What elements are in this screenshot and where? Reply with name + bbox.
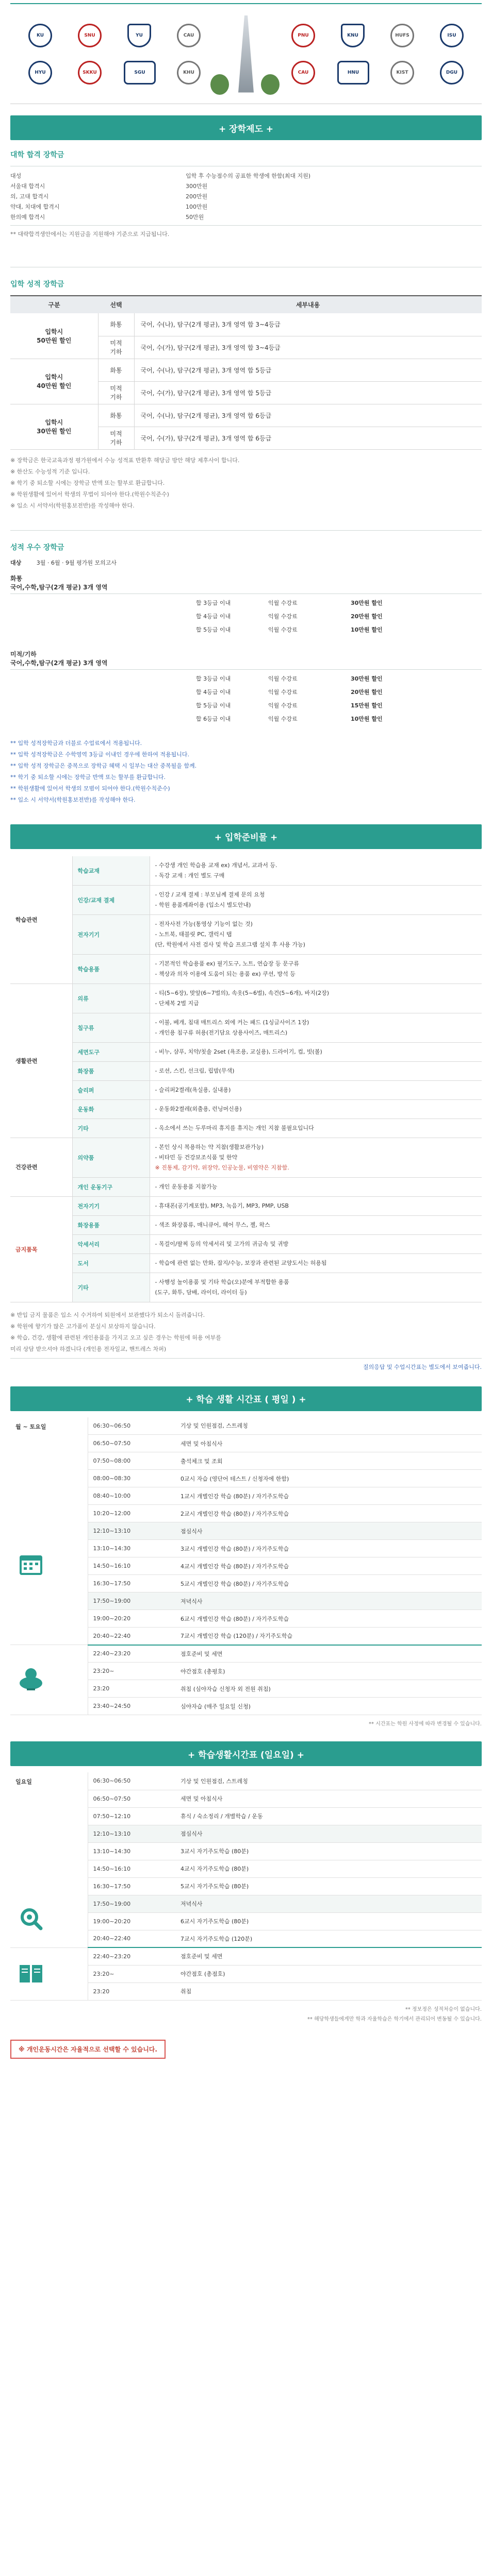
merit-condition: 합 5등급 이내	[196, 702, 231, 709]
scholarship-banner: + 장학제도 +	[10, 115, 482, 140]
university-seal-icon: HNU	[337, 61, 369, 84]
prep-line: - 색조 화장품류, 매니큐어, 헤어 무스, 젤, 왁스	[155, 1221, 270, 1228]
schedule-time: 14:50~16:10	[88, 1557, 175, 1575]
entry-note: ※ 장학금은 한국교육과정 평가원에서 수능 성적표 반환후 해당금 방안 해당 제후사이 합니다.	[10, 456, 240, 464]
prep-subcategory: 악세서리	[72, 1234, 150, 1253]
university-seal-icon: CAU	[291, 61, 315, 84]
entry-selection: 화통	[98, 313, 134, 336]
merit-month: 익월 수강료	[268, 688, 298, 696]
merit-month: 익월 수강료	[268, 675, 298, 682]
prep-note: ※ 학원에 향기가 많은 고가품이 분실시 보상하지 않습니다.	[10, 1323, 156, 1330]
merit-scholarship-title: 성적 우수 장학금	[10, 543, 64, 552]
merit-row	[10, 699, 482, 712]
schedule-time: 19:00~20:20	[88, 1610, 175, 1628]
schedule-activity: 취침 (심야자습 신청자 외 전원 취침)	[175, 1680, 482, 1698]
schedule-time: 13:10~14:30	[88, 1540, 175, 1557]
prep-line: - 학원 용품계좌이용 (입소시 별도안내)	[155, 901, 251, 908]
merit-block-head: 미적/기하 국어,수학,탐구(2개 평균) 3개 영역	[10, 650, 108, 667]
tree-shape	[261, 74, 280, 95]
prep-subcategory: 의약품	[72, 1138, 150, 1177]
schedule-activity: 점심식사	[175, 1522, 482, 1540]
schedule-activity: 기상 및 인원점검, 스트레칭	[175, 1772, 482, 1790]
univ-scholarship-key: 의, 고대 합격시	[10, 193, 49, 200]
univ-scholarship-key: 한의예 합격시	[10, 214, 45, 221]
university-seal-icon: KIST	[390, 61, 414, 84]
schedule-activity: 3교시 자기주도학습 (80분)	[175, 1842, 482, 1860]
prep-details	[150, 1196, 482, 1215]
merit-blocks	[10, 574, 482, 725]
table-row	[10, 1177, 482, 1196]
merit-target-label: 대상	[10, 559, 22, 566]
table-row	[10, 885, 482, 914]
schedule-activity: 7교시 자기주도학습 (120분)	[175, 1930, 482, 1947]
schedule-time: 16:30~17:50	[88, 1877, 175, 1895]
schedule-activity: 3교시 개별인강 학습 (80분) / 자기주도학습	[175, 1540, 482, 1557]
schedule-activity: 취침	[175, 1982, 482, 2000]
merit-target-value: 3월 · 6월 · 9월 평가원 모의고사	[36, 559, 117, 566]
schedule-activity: 야간점호 (총평호)	[175, 1663, 482, 1680]
merit-row	[10, 596, 482, 609]
schedule-time: 06:30~06:50	[88, 1772, 175, 1790]
schedule-time: 17:50~19:00	[88, 1895, 175, 1912]
prep-note: 미리 상담 받으셔야 하겠니다 (개인용 전자일교, 핸트레스 차퍼)	[10, 1345, 167, 1352]
prep-line: - 노트북, 태블릿 PC, 갤럭시 탭	[155, 930, 232, 938]
schedule-activity: 1교시 개별인강 학습 (80분) / 자기주도학습	[175, 1487, 482, 1505]
schedule-activity: 저녁식사	[175, 1592, 482, 1610]
prep-details	[150, 984, 482, 1013]
entry-detail: 국어, 수(나), 탐구(2개 평균), 3개 영역 합 6등급	[134, 404, 482, 427]
prep-details	[150, 1013, 482, 1042]
university-seal-icon: SGU	[124, 61, 156, 84]
merit-row	[10, 685, 482, 699]
sunday-footer-callout: ※ 개인운동시간은 자율적으로 선택할 수 있습니다.	[10, 2040, 166, 2059]
schedule-time: 23:20~	[88, 1965, 175, 1982]
university-seal-icon: YU	[127, 24, 151, 47]
schedule-activity: 6교시 개별인강 학습 (80분) / 자기주도학습	[175, 1610, 482, 1628]
merit-block-head: 화통 국어,수학,탐구(2개 평균) 3개 영역	[10, 574, 108, 591]
university-seal-icon: ISU	[440, 24, 464, 47]
schedule-activity: 2교시 개별인강 학습 (80분) / 자기주도학습	[175, 1505, 482, 1522]
merit-note: ** 학기 중 퇴소할 시에는 장학금 반액 또는 할부를 환급합니다.	[10, 773, 166, 781]
schedule-time: 14:50~16:10	[88, 1860, 175, 1877]
merit-condition: 합 6등급 이내	[196, 715, 231, 722]
schedule-time: 08:00~08:30	[88, 1470, 175, 1487]
merit-month: 익월 수강료	[268, 599, 298, 606]
schedule-activity: 기상 및 인원점검, 스트레칭	[175, 1417, 482, 1435]
prep-line: - 독강 교재 : 개인 별도 구매	[155, 872, 225, 879]
prep-line: - 개인용 침구류 허용(전기담요 상용사이즈, 매트리스)	[155, 1029, 288, 1036]
calendar-icon	[15, 1549, 46, 1580]
univ-scholarship-value: 입학 후 수능점수의 공표한 학생에 한함(최대 지원)	[186, 173, 311, 179]
schedule-time: 12:10~13:10	[88, 1825, 175, 1842]
entry-note: ※ 학원생활에 있어서 학생의 무법이 되어야 한다.(학원수칙준수)	[10, 490, 169, 498]
schedule-time: 23:40~24:50	[88, 1698, 175, 1715]
merit-condition: 합 4등급 이내	[196, 688, 231, 696]
table-row	[10, 984, 482, 1013]
prep-line: - 슬리퍼2켤레(욕실용, 실내용)	[155, 1086, 231, 1093]
prep-line: - 수강생 개인 학습용 교재 ex) 개념서, 교과서 등.	[155, 861, 277, 869]
search-icon	[15, 1904, 46, 1935]
prep-subcategory: 학습용품	[72, 954, 150, 984]
col-header: 세부내용	[134, 296, 482, 313]
entry-selection: 화통	[98, 359, 134, 381]
schedule-day-cell	[10, 1417, 88, 1645]
schedule-time: 23:20~	[88, 1663, 175, 1680]
entry-group-name: 입학시 40만원 할인	[10, 359, 98, 404]
schedule-time: 06:50~07:50	[88, 1435, 175, 1452]
merit-block	[10, 574, 482, 636]
prep-line: - 이불, 베개, 침대 매트리스 외에 커는 패드 (1싱글사이즈 1장)	[155, 1019, 309, 1026]
entry-detail: 국어, 수(나), 탐구(2개 평균), 3개 영역 합 3~4등급	[134, 313, 482, 336]
schedule-time: 16:30~17:50	[88, 1575, 175, 1592]
sunday-schedule-banner: + 학습생활시간표 (일요일) +	[10, 1741, 482, 1766]
university-seal-icon: PNU	[291, 24, 315, 47]
merit-block	[10, 650, 482, 725]
prep-table	[10, 856, 482, 1302]
schedule-time: 22:40~23:20	[88, 1645, 175, 1663]
prep-details	[150, 1273, 482, 1302]
schedule-activity: 저녁식사	[175, 1895, 482, 1912]
univ-scholarship-value: 100만원	[186, 204, 208, 210]
schedule-time: 20:40~22:40	[88, 1628, 175, 1645]
entry-detail: 국어, 수(가), 탐구(2개 평균), 3개 영역 합 6등급	[134, 427, 482, 449]
prep-line: - 목걸이/팔찌 등의 악세서리 및 고가의 귀금속 및 귀방	[155, 1240, 289, 1247]
schedule-activity: 5교시 개별인강 학습 (80분) / 자기주도학습	[175, 1575, 482, 1592]
prep-category: 건강관련	[10, 1138, 72, 1196]
entry-note: ※ 한산도 수능성적 기준 입니다.	[10, 468, 90, 475]
merit-month: 익월 수강료	[268, 626, 298, 633]
merit-month: 익월 수강료	[268, 702, 298, 709]
univ-scholarship-value: 200만원	[186, 193, 208, 200]
merit-note: ** 입학 성적 장학금은 중복으로 장학금 혜택 시 일부는 대산 중복될을 함께.	[10, 762, 197, 769]
merit-month: 익월 수강료	[268, 715, 298, 722]
schedule-activity: 4교시 자기주도학습 (80분)	[175, 1860, 482, 1877]
merit-target	[10, 558, 482, 567]
merit-amount: 30만원 할인	[351, 599, 383, 606]
merit-note: ** 학원생활에 있어서 학생의 모범이 되어야 한다.(학원수칙준수)	[10, 785, 170, 792]
weekday-schedule-table	[10, 1417, 482, 1716]
university-seal-icon: CAU	[177, 24, 201, 47]
prep-line: - 로션, 스킨, 선크림, 립밤(무색)	[155, 1067, 235, 1074]
entry-selection: 미적 기하	[98, 336, 134, 359]
university-seal-icon: SKKU	[78, 61, 102, 84]
schedule-time: 06:30~06:50	[88, 1417, 175, 1435]
entry-group-name: 입학시 50만원 할인	[10, 313, 98, 359]
entry-detail: 국어, 수(나), 탐구(2개 평균), 3개 영역 합 5등급	[134, 359, 482, 381]
prep-details	[150, 856, 482, 886]
schedule-activity: 0교시 자습 (영단어 테스트 / 신청자에 한함)	[175, 1470, 482, 1487]
univ-scholarship-value: 50만원	[186, 214, 204, 221]
schedule-time: 17:50~19:00	[88, 1592, 175, 1610]
col-header: 선택	[98, 296, 134, 313]
entry-group-name: 입학시 30만원 할인	[10, 404, 98, 449]
prep-subcategory: 기타	[72, 1273, 150, 1302]
schedule-time: 08:40~10:00	[88, 1487, 175, 1505]
prep-category: 학습관련	[10, 856, 72, 984]
entry-selection: 미적 기하	[98, 427, 134, 449]
prep-details	[150, 1215, 482, 1234]
table-row	[10, 1645, 482, 1663]
table-row	[10, 1099, 482, 1118]
entry-scholarship-table	[10, 295, 482, 450]
schedule-time: 19:00~20:20	[88, 1912, 175, 1930]
schedule-activity: 심야자습 (매주 일요일 신청)	[175, 1698, 482, 1715]
table-row	[10, 1253, 482, 1273]
prep-subcategory: 전자기기	[72, 1196, 150, 1215]
prep-details	[150, 1042, 482, 1061]
prep-category: 금지품목	[10, 1196, 72, 1302]
university-logo-strip	[10, 3, 482, 104]
prep-line: - 옥소에서 쓰는 두루마리 휴지를 휴지는 개인 지참 불필요입니다	[155, 1124, 314, 1131]
table-row	[10, 914, 482, 954]
table-row	[10, 1061, 482, 1080]
prep-line: - 본인 상시 복용하는 약 지참(생활보관가능)	[155, 1143, 264, 1150]
tree-shape	[210, 74, 229, 95]
schedule-icon-wrap	[15, 1904, 83, 1937]
prep-subcategory: 운동화	[72, 1099, 150, 1118]
schedule-day-cell	[10, 1772, 88, 1947]
prep-subcategory: 인강/교재 결제	[72, 885, 150, 914]
prep-details	[150, 1080, 482, 1099]
table-row	[10, 1138, 482, 1177]
schedule-night-icon-cell	[10, 1947, 88, 2000]
schedule-activity: 점호준비 및 세면	[175, 1645, 482, 1663]
campus-photo	[207, 10, 285, 98]
prep-line: - 기본적인 학습용품 ex) 필기도구, 노트, 연습장 등 문구류	[155, 960, 299, 967]
prep-line: - 사행성 놀이용품 및 기타 학습(오)분에 부적합한 용품	[155, 1278, 289, 1285]
prep-details	[150, 954, 482, 984]
prep-banner: + 입학준비물 +	[10, 824, 482, 849]
entry-detail: 국어, 수(가), 탐구(2개 평균), 3개 영역 합 5등급	[134, 381, 482, 404]
schedule-activity: 세면 및 아침식사	[175, 1790, 482, 1807]
merit-condition: 합 3등급 이내	[196, 675, 231, 682]
merit-amount: 30만원 할인	[351, 675, 383, 682]
schedule-activity: 야간점호 (총점호)	[175, 1965, 482, 1982]
university-seal-icon: KNU	[341, 24, 365, 47]
schedule-time: 23:20	[88, 1982, 175, 2000]
prep-details	[150, 885, 482, 914]
entry-note: ※ 학기 중 퇴소할 시에는 장학금 반액 또는 할부로 환급합니다.	[10, 479, 165, 486]
entry-note: ※ 입소 시 서약서(학원홍보전반)를 작성해야 한다.	[10, 502, 135, 509]
merit-row	[10, 712, 482, 725]
prep-subcategory: 기타	[72, 1118, 150, 1138]
table-row	[10, 1042, 482, 1061]
univ-scholarship-value: 300만원	[186, 183, 208, 190]
table-row	[10, 1080, 482, 1099]
univ-scholarship-key: 대성	[10, 173, 22, 179]
table-row	[10, 954, 482, 984]
schedule-activity: 6교시 자기주도학습 (80분)	[175, 1912, 482, 1930]
entry-scholarship-notes	[10, 456, 482, 510]
schedule-activity: 점호준비 및 세면	[175, 1947, 482, 1965]
table-row	[10, 1772, 482, 1790]
entry-detail: 국어, 수(가), 탐구(2개 평균), 3개 영역 합 3~4등급	[134, 336, 482, 359]
schedule-icon-wrap	[15, 1549, 83, 1582]
table-row	[10, 359, 482, 381]
schedule-activity: 출석체크 및 조회	[175, 1452, 482, 1470]
sunday-note-1: ** 정보정은 성적처승이 없습니다.	[405, 2006, 482, 2012]
entry-scholarship-title: 입학 성적 장학금	[10, 280, 64, 289]
prep-details	[150, 1099, 482, 1118]
schedule-time: 10:20~12:00	[88, 1505, 175, 1522]
table-row	[10, 856, 482, 886]
prep-details	[150, 1118, 482, 1138]
merit-condition: 합 4등급 이내	[196, 613, 231, 620]
prep-details	[150, 1061, 482, 1080]
prep-subcategory: 도서	[72, 1253, 150, 1273]
merit-row	[10, 609, 482, 623]
schedule-time: 07:50~12:10	[88, 1807, 175, 1825]
schedule-night-icon-cell	[10, 1645, 88, 1715]
merit-note: ** 입학 성적장학금은 수학영역 3등급 이내인 경우에 한하여 적용됩니다.	[10, 751, 189, 758]
merit-condition: 합 5등급 이내	[196, 626, 231, 633]
weekday-schedule-banner: + 학습 생활 시간표 ( 평일 ) +	[10, 1386, 482, 1411]
prep-line: - 운동화2켤레(외출용, 런닝머신용)	[155, 1105, 242, 1112]
univ-scholarship-title: 대학 합격 장학금	[10, 151, 64, 159]
merit-note: ** 입소 시 서약서(학원홍보전반)를 작성해야 한다.	[10, 796, 136, 803]
schedule-activity: 4교시 개별인강 학습 (80분) / 자기주도학습	[175, 1557, 482, 1575]
table-row	[10, 1118, 482, 1138]
prep-details	[150, 1234, 482, 1253]
table-row	[10, 1215, 482, 1234]
logo-grid-left	[25, 24, 204, 84]
prep-line: - 티(5~6장), 맞앞(6~7벌의), 속옷(5~6벌), 속건(5~6개), 바지(2장)	[155, 989, 330, 996]
prep-line: - 전자사전 가능(통영상 기능이 없는 것)	[155, 920, 253, 927]
table-row	[10, 1234, 482, 1253]
table-row	[10, 1947, 482, 1965]
schedule-time: 12:10~13:10	[88, 1522, 175, 1540]
prep-subcategory: 전자기기	[72, 914, 150, 954]
merit-notes	[10, 739, 482, 804]
table-row	[10, 404, 482, 427]
merit-amount: 15만원 할인	[351, 702, 383, 709]
merit-amount: 10만원 할인	[351, 626, 383, 633]
prep-line: - 비누, 샴푸, 치약/칫솔 2set (욕조용, 교실용), 드라이기, 컵, 빗(볼)	[155, 1048, 322, 1055]
schedule-activity: 5교시 자기주도학습 (80분)	[175, 1877, 482, 1895]
prep-subcategory: 개인 운동기구	[72, 1177, 150, 1196]
prep-line: - 개인 운동용품 지참가능	[155, 1183, 218, 1190]
schedule-time: 20:40~22:40	[88, 1930, 175, 1947]
sleep-icon	[15, 1664, 46, 1694]
table-row	[10, 1196, 482, 1215]
univ-scholarship-list	[10, 166, 482, 225]
prep-line: - 학습에 관련 없는 만화, 잡지/수능, 보장과 관련된 교양도서는 허용됨	[155, 1259, 327, 1266]
merit-amount: 20만원 할인	[351, 613, 383, 620]
schedule-time: 06:50~07:50	[88, 1790, 175, 1807]
table-row	[10, 313, 482, 336]
tower-shape	[238, 15, 254, 93]
divider	[10, 669, 482, 670]
univ-scholarship-key: 약대, 치대에 합격시	[10, 204, 60, 210]
university-seal-icon: DGU	[440, 61, 464, 84]
university-seal-icon: SNU	[78, 24, 102, 47]
university-seal-icon: HYU	[28, 61, 52, 84]
merit-row	[10, 672, 482, 685]
schedule-time: 13:10~14:30	[88, 1842, 175, 1860]
prep-note: ※ 학습, 건강, 생활에 관련된 개인용품을 가지고 오고 싶은 경우는 학원에 허용 여부를	[10, 1334, 221, 1341]
prep-details	[150, 1253, 482, 1273]
col-header: 구분	[10, 296, 98, 313]
sunday-note-2: ** 해당학생들에게만 학과 자율학습은 학기에서 관리되어 변동될 수 있습니다.	[307, 2016, 482, 2022]
prep-details	[150, 1177, 482, 1196]
schedule-activity: 점심식사	[175, 1825, 482, 1842]
entry-selection: 화통	[98, 404, 134, 427]
merit-condition: 합 3등급 이내	[196, 599, 231, 606]
merit-month: 익월 수강료	[268, 613, 298, 620]
sunday-schedule-table	[10, 1772, 482, 2001]
table-row	[10, 1417, 482, 1435]
prep-line: (단, 학원에서 사전 검사 및 학습 프로그램 설치 후 사용 가능)	[155, 941, 305, 948]
schedule-time: 23:20	[88, 1680, 175, 1698]
prep-subcategory: 화장용품	[72, 1215, 150, 1234]
book-icon	[15, 1958, 46, 1989]
university-seal-icon: KU	[28, 24, 52, 47]
prep-details	[150, 1138, 482, 1177]
univ-scholarship-note: ** 대략합격생안에서는 지원금을 지원해야 기준으로 지급됩니다.	[10, 231, 170, 238]
prep-line: - 단체복 2벌 지급	[155, 999, 199, 1007]
prep-subcategory: 침구류	[72, 1013, 150, 1042]
prep-subcategory: 화장품	[72, 1061, 150, 1080]
merit-note: ** 입학 성적장학금과 더블로 수업료에서 적용됩니다.	[10, 739, 142, 747]
schedule-activity: 7교시 개별인강 학습 (120분) / 자기주도학습	[175, 1628, 482, 1645]
schedule-day: 월 ~ 토요일	[15, 1423, 46, 1430]
prep-line: - 휴대폰(공기계포함), MP3, 녹음기, MP3, PMP, USB	[155, 1202, 289, 1209]
univ-scholarship-key: 서울대 합격시	[10, 183, 45, 190]
university-seal-icon: HUFS	[390, 24, 414, 47]
schedule-activity: 휴식 / 숙소정리 / 개별학습 / 운동	[175, 1807, 482, 1825]
prep-notes	[10, 1311, 482, 1353]
prep-line: - 책상과 의자 이용에 도움이 되는 용품 ex) 쿠션, 방석 등	[155, 970, 296, 977]
university-seal-icon: KHU	[177, 61, 201, 84]
table-row	[10, 1273, 482, 1302]
schedule-activity: 세면 및 아침식사	[175, 1435, 482, 1452]
merit-amount: 20만원 할인	[351, 688, 383, 696]
weekday-note: ** 시간표는 학원 사정에 따라 변경될 수 있습니다.	[369, 1721, 482, 1727]
prep-note: ※ 반입 금지 물품은 입소 시 수거하여 퇴원에서 보관했다가 퇴소시 돌려줍니다.	[10, 1311, 205, 1318]
prep-details	[150, 914, 482, 954]
logo-grid-right	[288, 24, 467, 84]
schedule-time: 22:40~23:20	[88, 1947, 175, 1965]
entry-selection: 미적 기하	[98, 381, 134, 404]
table-row	[10, 1013, 482, 1042]
prep-line: - 비타민 등 건강보조식품 및 한약	[155, 1154, 238, 1161]
prep-subcategory: 의류	[72, 984, 150, 1013]
merit-row	[10, 623, 482, 636]
prep-subcategory: 슬리퍼	[72, 1080, 150, 1099]
prep-line: ※ 진통제, 감기약, 위장약, 인공눈물, 비염약은 지참함.	[155, 1164, 289, 1171]
schedule-time: 07:50~08:00	[88, 1452, 175, 1470]
prep-subcategory: 학습교재	[72, 856, 150, 886]
prep-footer: 질의응답 및 수업시간표는 별도에서 보여줍니다.	[363, 1363, 482, 1370]
merit-amount: 10만원 할인	[351, 715, 383, 722]
prep-subcategory: 세면도구	[72, 1042, 150, 1061]
prep-line: - 인강 / 교재 결제 : 부모님께 결제 문의 요청	[155, 891, 265, 898]
prep-line: (도구, 화투, 담배, 라이터, 라이터 등)	[155, 1289, 247, 1296]
prep-category: 생활관련	[10, 984, 72, 1138]
schedule-day: 일요일	[15, 1778, 32, 1785]
